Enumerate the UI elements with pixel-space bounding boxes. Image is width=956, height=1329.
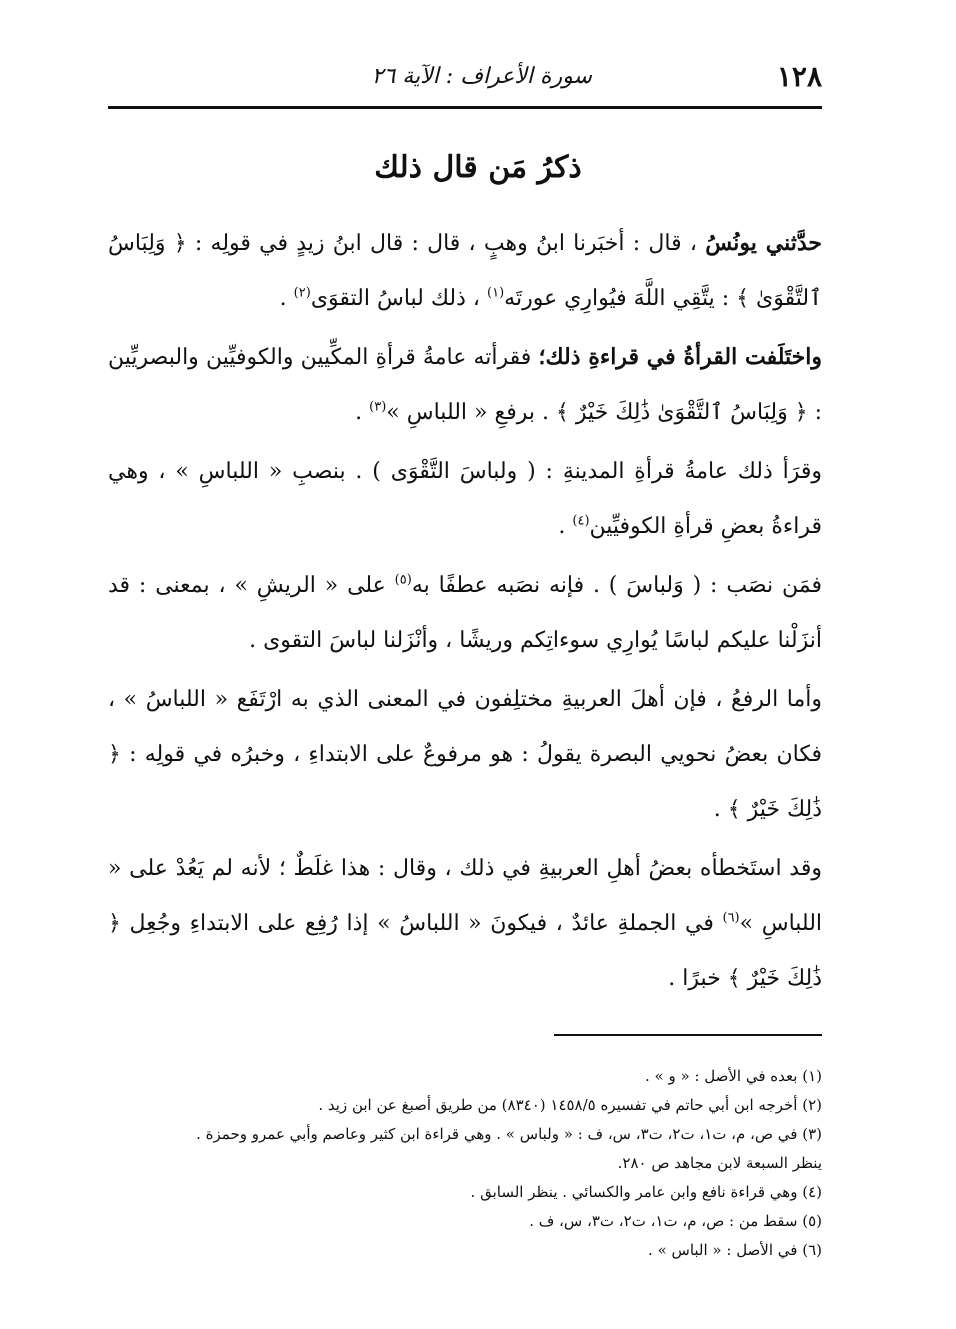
- running-title: سورة الأعراف : الآية ٢٦: [371, 64, 592, 89]
- footnote-ref-2: (٢): [293, 285, 311, 301]
- footnote-ref-5: (٥): [394, 572, 412, 588]
- running-header: [108, 58, 822, 98]
- paragraph-end: .: [279, 286, 287, 311]
- paragraph-end: .: [558, 514, 566, 539]
- body-text: [108, 216, 822, 1010]
- paragraph-2: [108, 330, 822, 440]
- paragraph-text: وقرَأ ذلك عامةُ قرأةِ المدينةِ : ( ولباسَ التَّقْوَى ) . بنصبِ « اللباسِ » ، وهي قراءةُ بعضِ قرأةِ الكوفيِّين: [108, 459, 822, 539]
- footnote-5: (٥) سقط من : ص، م، ت١، ت٢، ت٣، س، ف .: [529, 1212, 822, 1230]
- paragraph-text: في الجملةِ عائدٌ ، فيكونَ « اللباسُ » إذا رُفِع على الابتداءِ وجُعِل ﴿ ذَٰلِكَ خَيْرٌ ﴾ خبرًا .: [108, 911, 822, 991]
- paragraph-5: [108, 672, 822, 837]
- paragraph-lead: حدَّثني يونُسُ: [705, 230, 822, 256]
- paragraph-text: ، قال : أخبَرنا ابنُ وهبٍ ، قال : قال ابنُ زيدٍ في قولِه : ﴿ وَلِبَاسُ ٱلتَّقْوَىٰ ﴾ : يتَّقِي اللَّهَ فيُوارِي عورتَه: [108, 231, 822, 311]
- paragraph-4: [108, 558, 822, 668]
- page-number: ١٢٨: [776, 60, 822, 93]
- footnote-ref-3: (٣): [369, 399, 387, 415]
- paragraph-text: فقرأته عامةُ قرأةِ المكِّيين والكوفيِّين والبصريِّين : ﴿ وَلِبَاسُ ٱلتَّقْوَىٰ ذَٰلِكَ خَيْرٌ ﴾ . برفعِ « اللباسِ »: [108, 345, 822, 425]
- footnote-1: (١) بعده في الأصل : « و » .: [645, 1067, 822, 1085]
- paragraph-text: وقد استَخطأه بعضُ أهلِ العربيةِ في ذلك ، وقال : هذا غلَطٌ ؛ لأنه لم يَعُدْ على « اللباسِ »: [108, 856, 823, 936]
- paragraph-3: [108, 444, 822, 554]
- footnote-3-continued: ينظر السبعة لابن مجاهد ص ٢٨٠.: [617, 1154, 822, 1172]
- footnote-ref-1: (١): [487, 285, 505, 301]
- section-heading: ذكرُ مَن قال ذلك: [374, 150, 582, 185]
- footnote-6: (٦) في الأصل : « الباس » .: [648, 1241, 822, 1259]
- paragraph-end: .: [355, 400, 363, 425]
- footnote-4: (٤) وهي قراءة نافع وابن عامر والكسائي . ينظر السابق .: [470, 1183, 822, 1201]
- paragraph-text: على « الريشِ » ، بمعنى : قد أنزَلْنا عليكم لباسًا يُوارِي سوءاتِكم وريشًا ، وأنْزَلنا لباسَ التقوى .: [108, 573, 822, 653]
- paragraph-lead: واختَلَفت القرأةُ في قراءةِ ذلك؛: [538, 344, 822, 370]
- paragraph-6: [108, 841, 822, 1006]
- footnotes: [108, 1062, 822, 1265]
- paragraph-text: ، ذلك لباسُ التقوَى: [310, 286, 481, 311]
- paragraph-1: [108, 216, 822, 326]
- paragraph-text: فمَن نصَب : ( وَلباسَ ) . فإنه نصَبه عطفًا به: [411, 573, 822, 598]
- header-rule: [108, 106, 822, 109]
- footnote-ref-6: (٦): [722, 910, 740, 926]
- footnote-2: (٢) أخرجه ابن أبي حاتم في تفسيره ١٤٥٨/٥ (٨٣٤٠) من طريق أصبغ عن ابن زيد .: [318, 1096, 822, 1114]
- footnote-ref-4: (٤): [572, 513, 590, 529]
- footnote-3: (٣) في ص، م، ت١، ت٢، ت٣، س، ف : « ولباس » . وهي قراءة ابن كثير وعاصم وأبي عمرو وحمزة .: [196, 1125, 822, 1143]
- paragraph-text: وأما الرفعُ ، فإن أهلَ العربيةِ مختلِفون في المعنى الذي به ارْتَفَع « اللباسُ » ، فكان بعضُ نحويي البصرة يقولُ : هو مرفوعٌ على الابتداءِ ، وخبرُه في قولِه : ﴿ ذَٰلِكَ خَيْرٌ ﴾ .: [108, 687, 822, 822]
- footnote-rule: [554, 1034, 822, 1036]
